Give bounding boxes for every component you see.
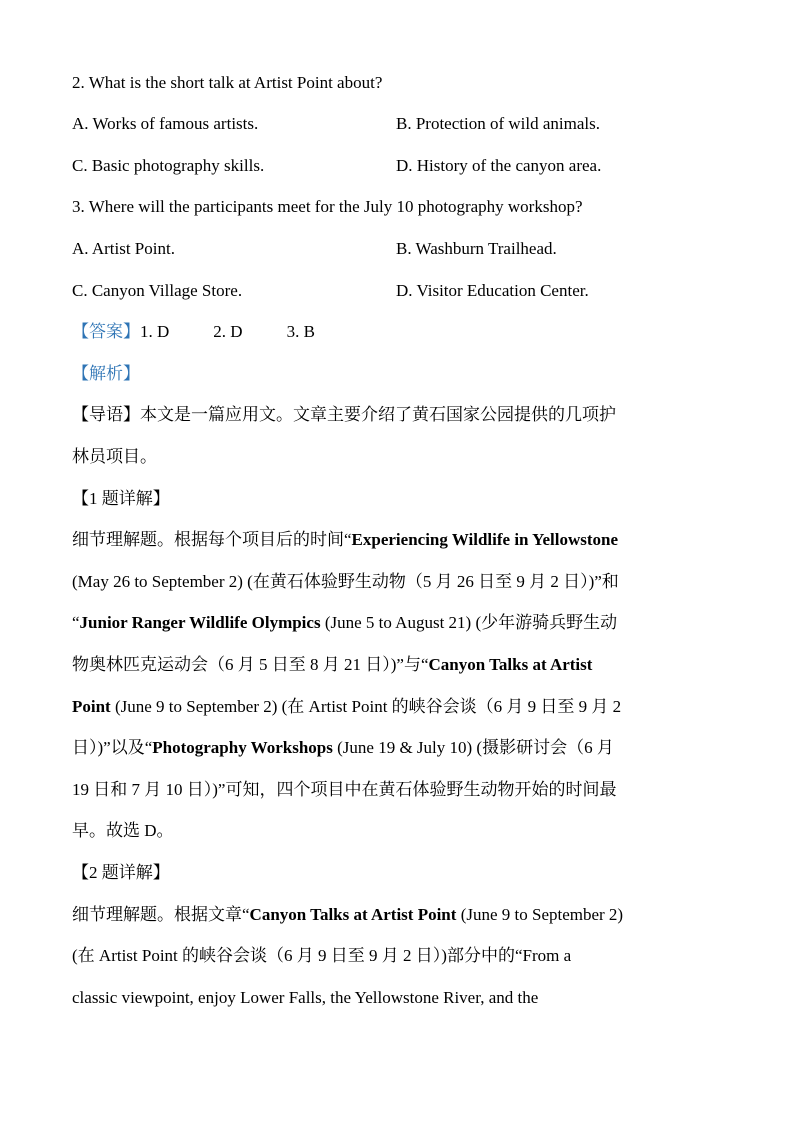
answer-line — [72, 322, 315, 342]
q2-option-c: C. Basic photography skills. — [72, 156, 265, 175]
answer-item: 2. D — [213, 322, 243, 341]
q1-line-4 — [72, 655, 592, 675]
q1-line-7: 19 日和 7 月 10 日）)”可知，四个项目中在黄石体验野生动物开始的时间最 — [72, 780, 617, 799]
q2-line-3: classic viewpoint, enjoy Lower Falls, the Yellowstone River, and the — [72, 988, 539, 1007]
text-span: 细节理解题。根据文章“ — [72, 905, 250, 924]
q2-option-b: B. Protection of wild animals. — [396, 114, 600, 133]
q1-line-6 — [72, 738, 614, 758]
answer-item: 3. B — [286, 322, 315, 341]
text-span: (June 19 & July 10) (摄影研讨会（6 月 — [332, 738, 614, 757]
program-title: Experiencing Wildlife in Yellowstone — [351, 530, 619, 549]
program-title: Point — [72, 697, 111, 716]
text-span: 细节理解题。根据每个项目后的时间“ — [72, 530, 352, 549]
program-title: Canyon Talks at Artist Point — [249, 905, 457, 924]
q3-option-c: C. Canyon Village Store. — [72, 281, 243, 300]
question-3-stem: 3. Where will the participants meet for the July 10 photography workshop? — [72, 197, 583, 216]
program-title: Photography Workshops — [152, 738, 333, 757]
program-title: Canyon Talks at Artist — [428, 655, 593, 674]
answer-item: 1. D — [140, 322, 170, 341]
q2-heading: 【2 题详解】 — [72, 863, 170, 882]
question-2-stem: 2. What is the short talk at Artist Point about? — [72, 73, 383, 92]
intro-line-1: 【导语】本文是一篇应用文。文章主要介绍了黄石国家公园提供的几项护 — [72, 405, 616, 424]
analysis-label: 【解析】 — [72, 364, 140, 383]
q2-line-2: (在 Artist Point 的峡谷会谈（6 月 9 日至 9 月 2 日）)部分中的“From a — [72, 946, 572, 965]
text-span: (June 9 to September 2) — [456, 905, 624, 924]
text-span: 日）)”以及“ — [72, 738, 153, 757]
q1-line-8: 早。故选 D。 — [72, 821, 174, 840]
text-span: 物奥林匹克运动会（6 月 5 日至 8 月 21 日）)”与“ — [72, 655, 429, 674]
text-span: “ — [72, 613, 80, 632]
q3-option-b: B. Washburn Trailhead. — [396, 239, 557, 258]
q1-line-1 — [72, 530, 618, 550]
text-span: (June 9 to September 2) (在 Artist Point 的峡谷会谈（6 月 9 日至 9 月 2 — [110, 697, 622, 716]
q2-option-d: D. History of the canyon area. — [396, 156, 602, 175]
q3-option-d: D. Visitor Education Center. — [396, 281, 589, 300]
text-span: (June 5 to August 21) (少年游骑兵野生动 — [320, 613, 618, 632]
answer-label: 【答案】 — [72, 322, 140, 341]
intro-line-2: 林员项目。 — [72, 447, 157, 466]
q2-option-a: A. Works of famous artists. — [72, 114, 259, 133]
q1-line-5 — [72, 697, 621, 717]
q1-line-2: (May 26 to September 2) (在黄石体验野生动物（5 月 26 日至 9 月 2 日）)”和 — [72, 572, 619, 591]
q1-heading: 【1 题详解】 — [72, 489, 170, 508]
q1-line-3 — [72, 613, 617, 633]
program-title: Junior Ranger Wildlife Olympics — [79, 613, 321, 632]
q2-line-1 — [72, 905, 623, 925]
q3-option-a: A. Artist Point. — [72, 239, 175, 258]
